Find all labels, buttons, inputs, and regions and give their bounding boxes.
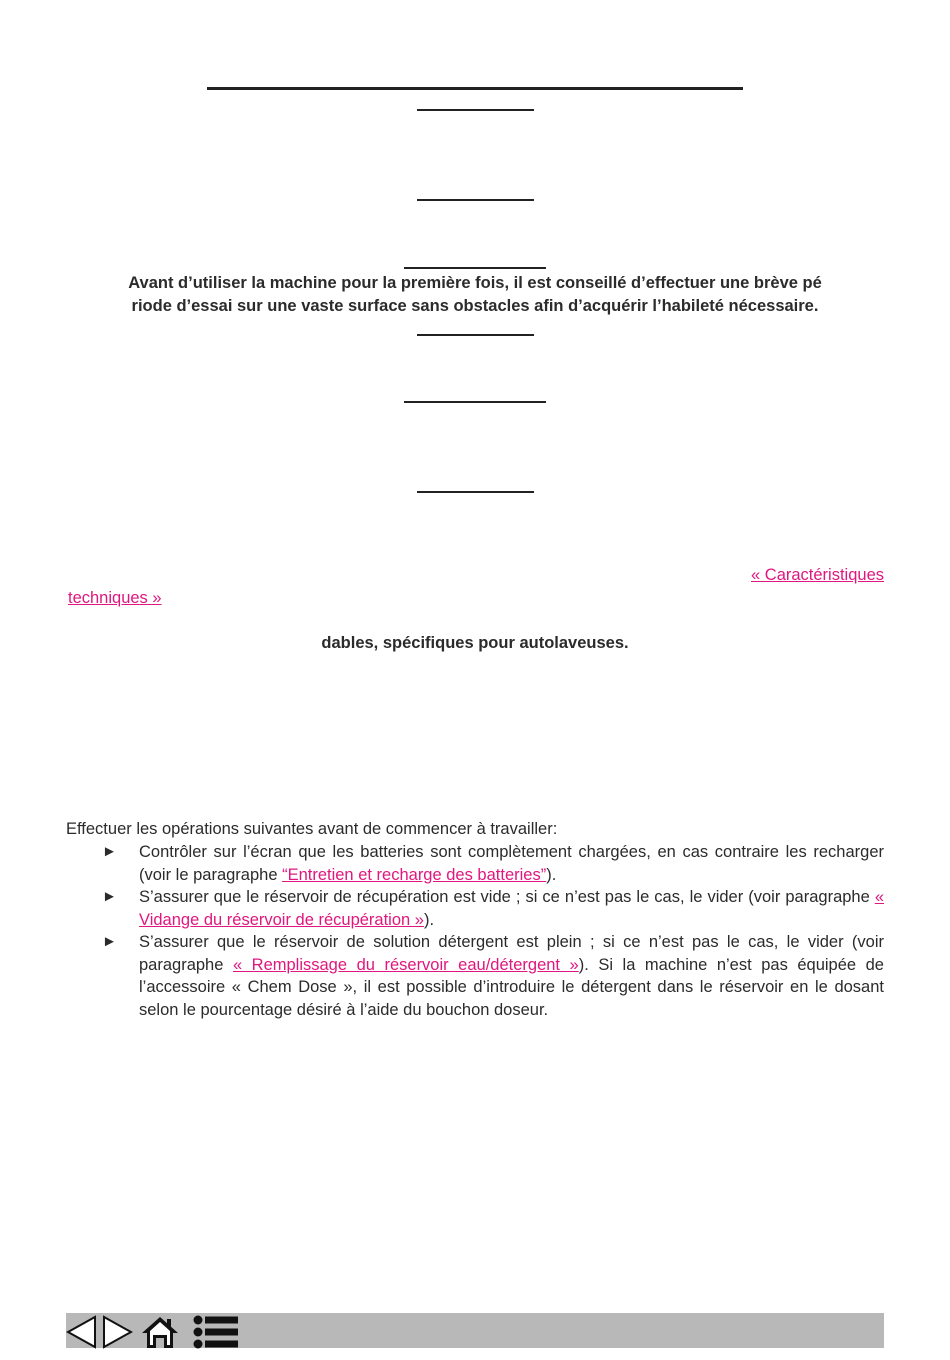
list-item-text: ). Si la machine n’est pas équipée de l’accessoire « Chem Dose », il est possible d’introduire le détergent dans le réservoir en le dosant selon le pourcentage désiré à l’aide du bouchon doseur. [139, 955, 884, 1019]
notice-line: Avant d’utiliser la machine pour la première fois, il est conseillé d’effectuer une brève pé [128, 274, 822, 292]
first-use-notice [66, 272, 884, 318]
solution-tank-link[interactable]: « Remplissage du réservoir eau/détergent » [232, 955, 579, 974]
footer-nav-bar [66, 1313, 884, 1348]
heading-rule [417, 334, 534, 336]
bullet-icon: ► [102, 933, 117, 950]
heading-rule [404, 401, 546, 403]
list-item-text: ). [423, 910, 435, 929]
heading-rule [417, 109, 534, 111]
specs-link[interactable]: « Caractéristiques [751, 566, 884, 584]
title-rule [207, 87, 743, 90]
heading-rule [417, 199, 534, 201]
previous-page-icon[interactable] [66, 1315, 98, 1349]
list-item [66, 841, 884, 886]
recovery-tank-link[interactable]: « Vidange du réservoir de récupération » [139, 888, 884, 929]
table-of-contents-icon[interactable] [192, 1315, 240, 1349]
heading-rule [404, 267, 546, 269]
detergent-note: dables, spécifiques pour autolaveuses. [321, 634, 629, 652]
list-item-text: S’assurer que le réservoir de solution détergent est plein ; si ce n’est pas le cas, le vider (voir paragraphe [139, 933, 884, 974]
bullet-icon: ► [102, 888, 117, 905]
heading-rule [417, 491, 534, 493]
list-item-text: ). [546, 865, 557, 884]
batteries-link[interactable]: “Entretien et recharge des batteries” [282, 865, 547, 884]
specs-link[interactable]: techniques » [68, 589, 162, 607]
bullet-icon: ► [102, 843, 117, 860]
list-item [66, 886, 884, 931]
next-page-icon[interactable] [101, 1315, 133, 1349]
operations-intro: Effectuer les opérations suivantes avant de commencer à travailler: [66, 820, 558, 838]
list-item [66, 931, 884, 1021]
list-item-text: Contrôler sur l’écran que les batteries sont complètement chargées, en cas contraire les recharger (voir le paragraphe [139, 843, 884, 884]
operations-list [66, 841, 884, 1021]
notice-line: riode d’essai sur une vaste surface sans obstacles afin d’acquérir l’habileté nécessaire. [131, 297, 819, 315]
home-icon[interactable] [140, 1315, 180, 1349]
list-item-text: S’assurer que le réservoir de récupération est vide ; si ce n’est pas le cas, le vider (voir paragraphe [139, 888, 875, 906]
